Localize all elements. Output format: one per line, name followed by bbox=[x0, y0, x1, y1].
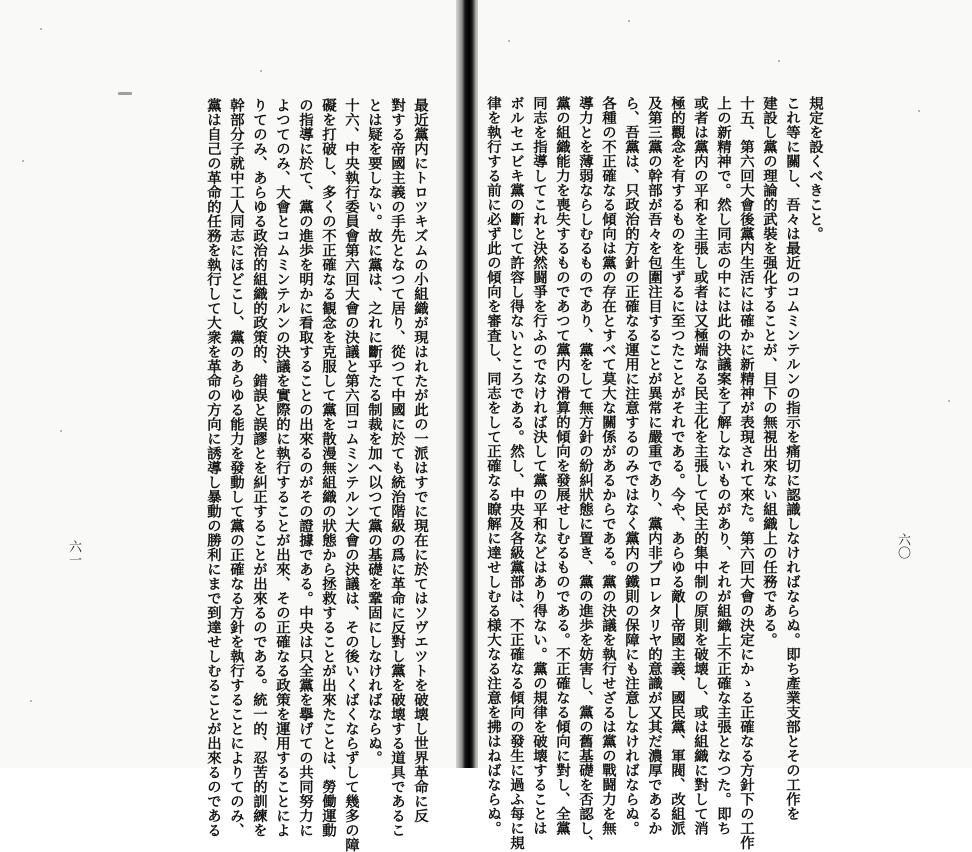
text-column: これ等に關し、吾々は最近のコムミンテルンの指示を痛切に認識しなければならぬ。即ち產業支部とその工作を bbox=[784, 96, 801, 821]
right-page bbox=[478, 0, 972, 850]
text-column: 上の新精神で。然し同志の中には此の決議案を了解しないものがあり、それが組織上不正確な主張となつた。即ち bbox=[715, 96, 732, 836]
text-column: 各種の不正確なる傾向は黨の存在とすべて莫大な關係があるからである。黨の決議を執行せざるは黨の戰闘力を無 bbox=[600, 96, 617, 836]
text-column: 黨は自己の革命的任務を執行して大衆を革命の方向に誘導し暴動の勝利にまで到達せしむることが出來るのである bbox=[205, 98, 222, 838]
text-column: とは疑を要しない。故に黨は、之れに斷乎たる制裁を加へ以つて黨の基礎を鞏固にしなければならぬ。 bbox=[366, 98, 383, 765]
text-column: 建設し黨の理論的武裝を强化することが、目下の無視出來ない組織上の任務である。 bbox=[761, 96, 778, 647]
left-page bbox=[0, 0, 458, 852]
text-column: 或者は黨内の平和を主張し或者は又極端なる民主化を主張して民主的集中制の原則を破壊し、或は組織に對して消 bbox=[692, 96, 709, 836]
text-column: 律を執行する前に必ず此の傾向を審査し、同志をして正確なる瞭解に達せしむる様大なる注意を拂はねばならぬ。 bbox=[485, 96, 502, 836]
text-column: 幹部分子就中工人同志にほどこし、黨のあらゆる能力を發動して黨の正確なる方針を執行することによりてのみ、 bbox=[228, 98, 245, 838]
text-column: の指導に於て、黨の進歩を明かに看取することの出來るのがその證據である。中央は只全黨を擧げての共同努力に bbox=[297, 98, 314, 838]
text-column: 同志を指導してこれと決然闘爭を行ふのでなければ決して黨の平和などはあり得ない。黨の規律を破壊することは bbox=[531, 96, 548, 836]
right-page-body bbox=[485, 96, 827, 850]
paper-speckle bbox=[948, 400, 950, 402]
paper-speckle bbox=[778, 60, 780, 62]
paper-speckle bbox=[918, 110, 920, 112]
page-number: 六〇 bbox=[895, 533, 910, 559]
text-column: 黨の組織能力を喪失するものであつて黨内の滑算的傾向を發展せしむるものである。不正確なる傾向に對し、全黨 bbox=[554, 96, 571, 836]
text-column: 及第三黨の幹部が吾々を包圍注目することが異常に嚴重であり、黨内非プロレタリヤ的意識が又其だ濃厚であるか bbox=[646, 96, 663, 836]
text-column: 對する帝國主義の手先となつて居り、從つて中國に於ても統治階級の爲に革命に反對し黨を破壊する道具であるこ bbox=[389, 98, 406, 838]
paper-speckle bbox=[260, 70, 262, 72]
text-column: よつてのみ、大會とコムミンテルンの決議を實際的に執行することが出來、その正確なる政策を運用することによ bbox=[274, 98, 291, 838]
text-column: 礙を打破し、多くの不正確なる観念を克服して黨を散漫無組織の狀態から拯救することが出來たことは、勞働運動 bbox=[320, 98, 337, 838]
text-column: りてのみ、あらゆる政治的組織的政策的、錯誤と誤謬とを糾正することが出來るのである。統一的、忍苦的訓練を bbox=[251, 98, 268, 838]
text-column: 十六、中央執行委員會第六回大會の決議と第六回コムミンテルン大會の決議は、その後いくばくならずして幾多の障 bbox=[343, 98, 360, 852]
paper-speckle bbox=[118, 92, 132, 95]
text-column: 導力とを薄弱ならしむるものであり、黨をして無方針の紛糾狀態に置き、黨の進歩を妨害し、黨の舊基礎を否認し、 bbox=[577, 96, 594, 850]
book-gutter bbox=[456, 0, 480, 768]
page-number: 六一 bbox=[66, 540, 81, 566]
paper-speckle bbox=[40, 28, 42, 30]
text-column: 十五、第六回大會後黨内生活には確かに新精神が表現されて來た。第六回大會の決定にかゝる正確なる方針下の工作 bbox=[738, 96, 755, 850]
paper-speckle bbox=[508, 40, 510, 42]
text-column: 最近黨内にトロツキズムの小組織が現はれたが此の一派はすでに現在に於てはソヴエツトを破壊し世界革命に反 bbox=[412, 98, 429, 823]
left-page-body bbox=[12, 98, 432, 852]
text-column: ら、吾黨は、只政治的方針の正確なる運用に注意するのみではなく黨内の鐵則の保障にも注意しなければならぬ。 bbox=[623, 96, 640, 836]
text-column: 規定を設くべきこと。 bbox=[807, 96, 824, 241]
paper-speckle bbox=[628, 20, 630, 22]
text-column: 極的觀念を有するものを生ずるに至つたことがそれである。今や、あらゆる敵―帝國主義、國民黨、軍閥、改組派 bbox=[669, 96, 686, 836]
text-column: ボルセエビキ黨の斷じて許容し得ないところである。然し、中央及各級黨部は、不正確なる傾向の發生に過ふ每に規 bbox=[508, 96, 525, 850]
